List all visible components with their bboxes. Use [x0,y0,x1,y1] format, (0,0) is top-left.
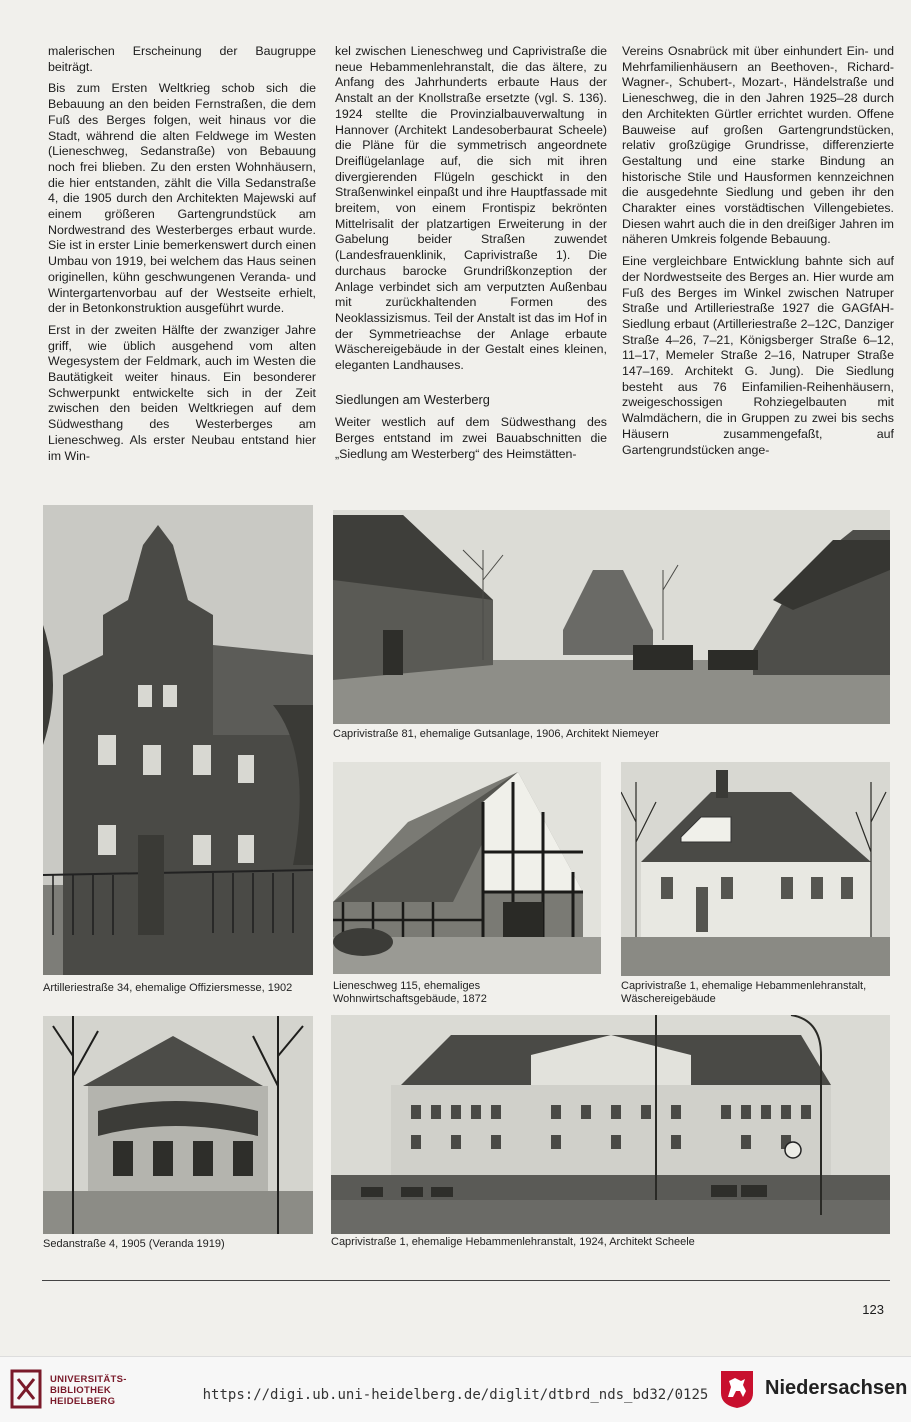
paragraph: Erst in der zweiten Hälfte der zwanziger Jahre griff, wie üblich ausgehend vom alten Wegesystem der Feldmark, auch im Westen die Bautätigkeit weiter hinaus. Ein besonderer Schwerpunkt entwickelte sich in der Zeit zwischen den beiden Weltkriegen auf dem Südwesthang des Westerberges am Lieneschweg. Als erster Neubau entstand hier im Win- [48,322,316,463]
photo-lieneschweg [333,762,601,974]
horse-emblem-icon [719,1369,755,1409]
document-url[interactable]: https://digi.ub.uni-heidelberg.de/diglit/dtbrd_nds_bd32/0125 [202,1387,709,1403]
caption: Sedanstraße 4, 1905 (Veranda 1919) [43,1238,225,1250]
text-column-3 [622,44,894,464]
text-column-2 [335,44,607,469]
page-number: 123 [862,1302,884,1317]
paragraph: Weiter westlich auf dem Südwesthang des Berges entstand im zwei Bauabschnitten die „Siedlung am Westerberg“ des Heimstätten- [335,415,607,461]
paragraph: Bis zum Ersten Weltkrieg schob sich die Bebauung an den beiden Fernstraßen, die dem Fuß des Berges folgen, weit hinaus vor die Stadt, während die alten Feldwege im Westen (Lieneschweg, Sedanstraße) von Bebauung noch frei blieben. Zu den ersten Wohnhäusern, die hier entstanden, zählt die Villa Sedanstraße 4, die 1905 durch den Architekten Majewski auf einem größeren Gartengrundstück am Nordwestrand des Westerberges erbaut wurde. Sie ist in erster Linie bemerkenswert durch einen Umbau von 1919, bei welchem das Haus seinen originellen, kühn geschwungenen Veranda- und Wintergartenvorbau auf der Westseite erhielt, der in Betonkonstruktion ausgeführt wurde. [48,81,316,316]
section-heading: Siedlungen am Westerberg [335,391,490,407]
caption: Caprivistraße 81, ehemalige Gutsanlage, 1906, Architekt Niemeyer [333,728,659,740]
library-name-line1: UNIVERSITÄTS- [50,1374,127,1385]
caption: Lieneschweg 115, ehemaliges Wohnwirtschaftsgebäude, 1872 [333,980,487,1005]
photo-offiziersmesse [43,505,313,975]
paragraph: Vereins Osnabrück mit über einhundert Ein- und Mehrfamilienhäusern an Beethoven-, Richard-Wagner-, Schubert-, Mozart-, Händelstraße und Lieneschweg, die in den Jahren 1925–28 durch den Architekten Gürtler errichtet wurden. Offene Bauweise auf großen Gartengrundstücken, relativ großzügige Grundrisse, differenzierte Gestaltung und eine starke Bindung an historische Stile und Hausformen kennzeichnen die ausgedehnte Siedlung und geben ihr den Charakter eines vorstädtischen Villengebietes. Diesen wahrt auch die in den dreißiger Jahren im näheren Umkreis folgende Bebauung. [622,44,894,247]
state-name: Niedersachsen [765,1377,908,1399]
caption: Caprivistraße 1, ehemalige Hebammenlehranstalt, 1924, Architekt Scheele [331,1236,695,1248]
paragraph: Eine vergleichbare Entwicklung bahnte sich auf der Nordwestseite des Berges an. Hier wurde am Fuß des Berges im Winkel zwischen Natruper Straße und Artilleriestraße 1927 die GAGfAH-Siedlung erbaut (Artilleriestraße 2–12C, Danziger Straße 4–26, 7–21, Königsberger Straße 6–12, 11–17, Memeler Straße 2–16, Natruper Straße 147–169. Architekt G. Jung). Die Siedlung besteht aus 76 Einfamilien-Reihenhäusern, zweigeschossigen Rohziegelbauten mit Walmdächern, die in Gruppen zu zwei bis sechs Häusern zusammengefaßt, auf Gartengrundstücken ange- [622,254,894,457]
photo-gutsanlage [333,510,890,724]
photo-sedanstrasse [43,1016,313,1234]
caption: Caprivistraße 1, ehemalige Hebammenlehranstalt, Wäschereigebäude [621,980,867,1005]
viewer-footer [0,1356,911,1422]
library-name-line3: HEIDELBERG [50,1396,116,1407]
text-column-1 [48,44,316,470]
photo-waeschereigebaeude [621,762,890,976]
library-name-line2: BIBLIOTHEK [50,1385,112,1396]
caption: Artilleriestraße 34, ehemalige Offiziersmesse, 1902 [43,982,293,994]
paragraph: kel zwischen Lieneschweg und Caprivistraße die neue Hebammenlehranstalt, die das ältere, zu Anfang des Jahrhunderts erbaute Haus der Anstalt an der Knollstraße ersetzte (vgl. S. 136). 1924 stellte die Provinzialbauverwaltung in Hannover (Architekt Landesoberbaurat Scheele) die Pläne für die symmetrisch angeordnete Dreiflügelanlage auf, die sich mit ihren divergierenden Flügeln geschickt in den Straßenwinkel einpaßt und ihre Hauptfassade mit breitem, von einem Frontispiz bekrönten Mittelrisalit der platzartigen Erweiterung in der Gabelung beider Straßen zuwendet (Landesfrauenklinik, Caprivistraße 1). Die durchaus barocke Grundrißkonzeption der Anlage verbindet sich am verputzten Außenbau mit zurückhaltenden Formen des Neoklassizismus. Teil der Anstalt ist das im Hof in der Symmetrieachse der Anlage erbaute Wäschereigebäude in der Gestalt eines kleinen, eleganten Landhauses. [335,44,607,373]
photo-hebammenlehranstalt [331,1015,890,1234]
paragraph: malerischen Erscheinung der Baugruppe beiträgt. [48,44,316,74]
page-rule [42,1280,890,1281]
niedersachsen-logo[interactable] [719,1367,908,1411]
